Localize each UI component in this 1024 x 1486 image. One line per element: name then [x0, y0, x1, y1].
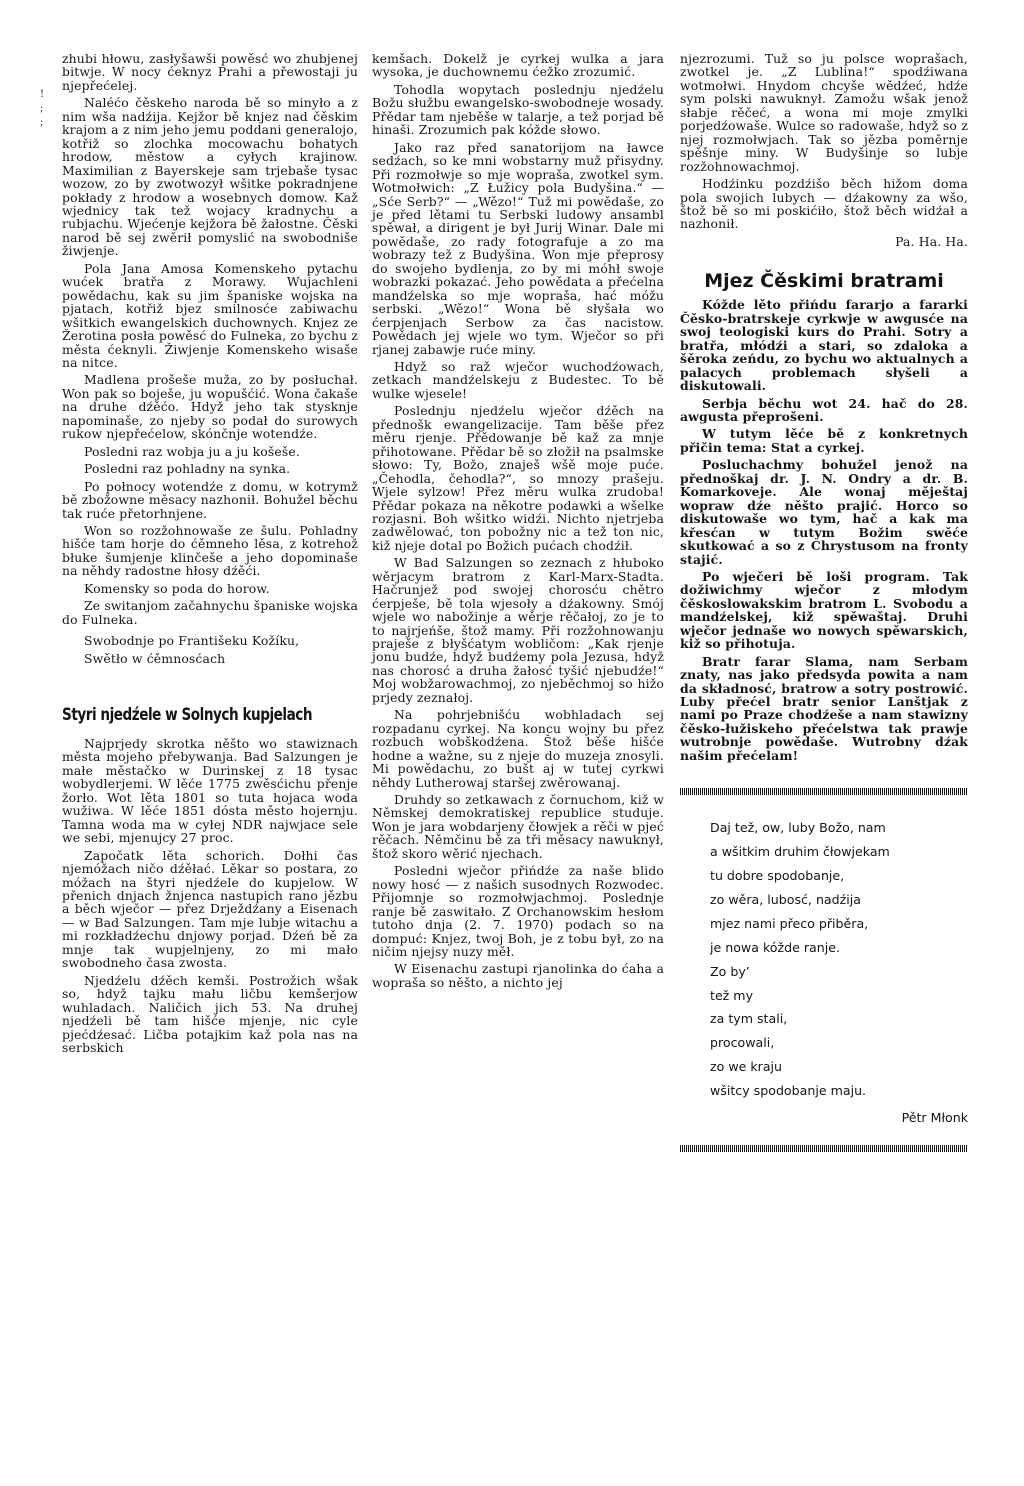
margin-mark: ;: [40, 117, 44, 128]
column-left: [62, 52, 358, 1058]
column-right: [680, 52, 968, 1152]
poem-line: mjez nami přeco přiběra,: [710, 915, 869, 931]
paragraph: Won so rozžohnowaše ze šulu. Pohladny hišće tam horje do ćěmneho lěsa, z kotrehož błuke šumjenje klinčeše a jeho dopominaše na něhdy radostne hłosy dźěći.: [62, 522, 358, 579]
margin-mark: ;: [40, 103, 44, 114]
poem-line: a wšitkim druhim čłowjekam: [710, 844, 890, 860]
author-signature: Pa. Ha. Ha.: [895, 233, 968, 249]
paragraph: Po wječeri bě loši program. Tak dožiwichmy wječor z młodym čěskoslowakskim bratrom L. Svobodu a mandźelskej, kiž spěwaštaj. Druhi wječor jednaše wo nowych spěwarskich, kiž so přihotuja.: [680, 568, 968, 652]
paragraph: Kóžde lěto přińdu fararjo a fararki Čěsko-bratrskeje cyrkwje w awgusće na swoj teologiski kurs do Prahi. Sotry a bratřa, młódźi a stari, so zdaloka a šěroka zeńdu, zo bychu wo aktualnych a palacych problemach słyšeli a diskutowali.: [680, 297, 968, 394]
article-heading: Styri njedźele w Solnych kupjelach: [62, 705, 313, 726]
margin-marks: [40, 88, 44, 130]
paragraph: zhubi hłowu, zasłyšawši powěsć wo zhubjenej bitwje. W nocy ćeknyz Prahi a přewostaji ju njepřećelej.: [62, 51, 358, 93]
article-heading: Mjez Čěskimi bratrami: [704, 270, 944, 293]
paragraph: Hodźinku pozdźišo běch hižom doma pola swojich lubych — dźakowny za wšo, štož bě so mi poskićiło, štož běch widźał a nazhonił.: [680, 176, 968, 232]
paragraph: Madlena prošeše muža, zo by posłuchał. Won pak so boješe, ju wopušćić. Wona čakaše na druhe dźěćo. Hdyž jeho tak stysknje napominaše, zo njeby so podał do surowych rukow njepřećelow, skónčnje wotеndźe.: [62, 372, 358, 442]
column-middle: [372, 52, 664, 993]
paragraph: Posledni raz pohladny na synka.: [84, 461, 291, 477]
paragraph: Pola Jana Amosa Komenskeho pytachu wućek bratřa z Morawy. Wujachleni powědachu, kak su jim španiske wojska na pjatach, kotřiž bjez smilnosće zabiwachu wšitkich ewangelskich duchownych. Knjez ze Žerotina posła powěsć do Fulneka, zo bychu z města ćeknyli. Žiwjenje Komenskeho wisaše na nitce.: [62, 260, 359, 370]
poem-line: tu dobre spodobanje,: [710, 868, 845, 884]
poem-line: za tym stali,: [710, 1011, 788, 1027]
paragraph: Najprjedy skrotka něšto wo stawiznach města mojeho přebywanja. Bad Salzungen je małe městačko w Durinskej z 18 tysac wobydlerjemi. W lěće 1775 zwěsćichu přenje žorło. Wot lěta 1801 so tuta hojaca woda wužiwa. W lěće 1851 dósta město hojernju. Tamna woda ma w cyłej NDR najwjace sele we sebi, mjenujcy 27 proc.: [62, 736, 358, 846]
paragraph: Jako raz před sanatorijom na ławce sedźach, so ke mni wobstarny muž přisydny. Při rozmołwje so mje woprаša, zwotkel sym. Wotmołwich: „Z Łužicy pola Budyšina.“ — „Sće Serb?“ — „Wězo!“ Tuž mi powědaše, zo je před lětami tu Serbski ludowy ansambl spěwał, a dirigent je był Jurij Winar. Dale mi powědaše, zo rady fotografuje a zo ma wobrazy tež z Budyšina. Won mje přeprosy do swojeho bydlenja, zo by mi móhł swoje wobrazki pokazać. Jeho powědata a přećelna mandźelska so mje woprаša, hać móžu serbski. „Wězo!“ Wona bě słyšała wo ćerpjenjach Serbow za čas nacistow. Powědach jej wjele wo tym. Wječor so při rjanej zabawje ruće miny.: [372, 139, 664, 357]
poem-line: zo wěra, lubosć, nadźija: [710, 891, 861, 907]
paragraph: Serbja běchu wot 24. hač do 28. awgusta přeprošeni.: [680, 395, 968, 424]
paragraph: W Eisenachu zastupi rjanolinka do ćaha a woprаša so něšto, a nichto jej: [372, 961, 664, 990]
paragraph: Započatk lěta schorich. Dołhi čas njemóžach ničo dźěłać. Lěkar so postara, zo móžach na štyri njedźele do kupjelow. W přenich dnjach žnjenca nastupich rano jězbu a běch wječor — přez Drježdźany a Eisenach — w Bad Salzungen. Tam mje lubje witachu a mi rozkładźechu dnjowy porjad. Dźeń bě za mnje tak wupjelnjeny, zo mi mało swobodneho časa zwosta.: [62, 847, 358, 971]
poem-line: tež my: [710, 987, 754, 1003]
poem-author: Pětr Młonk: [901, 1109, 968, 1125]
poem-line: wšitcy spodobanje maju.: [710, 1083, 867, 1099]
paragraph: Komensky so poda do horow.: [84, 580, 270, 596]
source-credit: Swobodnje po Františeku Kožíku,: [84, 633, 300, 649]
paragraph: Poslednju njedźelu wječor dźěch na přednošk ewangelizacije. Tam běše přez měru rjenje. Přědowanje bě kaž za mnje přihotowane. Přědar bě so złožił na psalmske słowo: Ty, Božo, znaješ wšě moje pućе. „Čehodla, čehodla?“, so mnozy prašeju. Wjele sylzow! Přez měru wulka zrudoba! Přědar pokaza na někotre podawki a wšelke rozjasni. Boh wšitko widźi. Nichto njetrjeba zadwělować, ton pobožny nic a tež ton nic, kiž njeje dotal po Božich pućach chodźił.: [372, 403, 664, 553]
divider-rule: [680, 1145, 968, 1152]
paragraph: Tohodla wopytach poslednju njedźelu Božu słužbu ewangelsko-swobodneje wosady. Přědar tam njeběše w talarje, a tež porjad bě hinaši. Zrozumich pak kóžde słowo.: [372, 81, 664, 138]
paragraph: Njedźelu dźěch kemši. Postrožich wšak so, hdyž tajku mału ličbu kemšerjow wuhladach. Naličich jich 53. Na druhej njedźeli bě tam hišće mjenje, nic cyle pjećdźesać. Ličba potajkim kaž pola nas na serbskich: [62, 972, 358, 1055]
paragraph: Po połnocy wotеndźe z domu, w kotrymž bě zbožowne měsacy nazhonił. Bohužel běchu tak ruće přetorhnjene.: [62, 478, 358, 521]
poem: [710, 817, 968, 1104]
paragraph: njezrozumi. Tuž so ju polsce woprašach, zwotkel je. „Z Lublina!“ spodźiwana wotmołwi. Hnydom chcyše wědźeć, hdźe sym polski nawuknył. Zamožu wšak jenož słabje rěčeć, a wona mi moje zmylki porjedźowaše. Wulce so radowaše, hdyž so z njej rozmołwjach. Tak so jězba poměrnje spěšnje miny. W Budyšinje so lubje rozžohnowachmoj.: [680, 51, 968, 174]
paragraph: Ze switanjom začahnychu španiske wojska do Fulneka.: [62, 598, 358, 627]
paragraph: Druhdy so zetkawach z čornuchom, kiž w Němskej demokratiskej republice studuje. Won je jara wobdarjeny čłowjek a rěči w pjeć rěčach. Němčinu bě za tři měsacy nawuknył, štož skoro wěrić njechach.: [372, 792, 664, 861]
source-credit: Swětło w ćěmnosćach: [84, 650, 226, 666]
poem-line: procowali,: [710, 1035, 775, 1051]
paragraph: Posluchachmy bohužel jenož na přednoškaj dr. J. N. Ondry a dr. B. Komarkoveje. Ale wonaj měještaj wopraw dźe něšto prajić. Horco so diskutowaše wo tym, hač a kak ma křesćan w tutym Božim swěće skutkować a so z Chrystusom na fronty stajić.: [680, 457, 968, 567]
poem-line: Zo by’: [710, 963, 750, 979]
paragraph: Posledni raz wobja ju a ju košeše.: [84, 443, 300, 459]
paragraph: Posledni wječor přińdźe za naše blido nowy hosć — z našich susodnych Rozwodec. Přijomnje so rozmołwjachmoj. Poslednje ranje bě zaswitało. Z Orchanowskim hesłom tutoho dnja (2. 7. 1970) podach so na dompuć: Knjez, twoj Boh, je z tobu był, zo na ničim njejsy nuzy měł.: [372, 863, 664, 959]
poem-line: je nowa kóžde ranje.: [710, 939, 840, 955]
paragraph: Na pohrjebnišću wobhladach sej rozpadanu cyrkej. Na koncu wojny bu přez rozbuch wobškodźena. Štož běše hišće hodne a wažne, su z njeje do muzeja znosyli. Mi powědachu, zo bušt aj w tutej cyrkwi něhdy Lutherowaj staršej zwěrowanaj.: [372, 707, 664, 790]
paragraph: kemšach. Dokelž je cyrkej wulka a jara wysoka, je duchownemu ćežko zrozumić.: [372, 51, 664, 80]
poem-line: Daj tež, ow, luby Božo, nam: [710, 820, 886, 836]
paragraph: Hdyž so raž wječor wuchodźowach, zetkach mandźelskeju z Budestec. To bě wulke wjeselе!: [372, 358, 664, 401]
paragraph: W Bad Salzungen so zeznach z hłuboko wěrjacym bratrom z Karl-Marx-Stadta. Hačrunjež pod swojej chorosću chětro ćerpješe, bě tola wjesoły a dźakowny. Smój wjele wo nabožinje a wěrje rěčałoj, zo je to to najrjeńše, štož mamy. Při rozžohnowanju prajеše z błyšćatym wobličom: „Kak rjenje jonu budźe, hdyž budźemy pola Jezusa, hdyž nas chorosć a druha žałosć tyšić njebudźe!“ Moj wobžarowachmoj, zo njeběchmoj so hižo prjedy zeznałoj.: [372, 555, 664, 705]
paragraph: Naléćo čěskeho naroda bě so minyło a z nim wša nadźija. Kejžor bě knjez nad čěskim krajom a z nim jeho jemu poddani generalojo, kotřiž so zlochka mocowachu bohatych hrodow, městow a cyłych krajinow. Maximilian z Bayerskeje sam trjebaše tysac wozow, zo by zwotwozył wšitke pokradnjene pokłady z hrodow a wosebnych domow. Kaž wjednicy tak tež wojacy kradnychu a rubjachu. Wjećenje kejžora bě žałostne. Čěski narod bě sej zwěrił pomyslić na swobodniše žiwjenje.: [62, 95, 358, 259]
paragraph: W tutym lěće bě z konkretnych přičin tema: Stat a cyrkej.: [680, 426, 968, 455]
divider-rule: [680, 788, 968, 795]
poem-line: zo we kraju: [710, 1059, 783, 1075]
margin-mark: !: [40, 89, 45, 100]
paragraph: Bratr farar Slama, nam Serbam znaty, nas jako předsyda powita a nam da składnosć, bratrow a sotry postrowić. Luby přećel bratr senior Lanštjak z nami po Praze chodźeše a nam stawizny čěsko-łužiskeho přećelstwa tak prawje wutrobnje powědaše. Wutrobny dźak našim přećelam!: [680, 653, 968, 763]
